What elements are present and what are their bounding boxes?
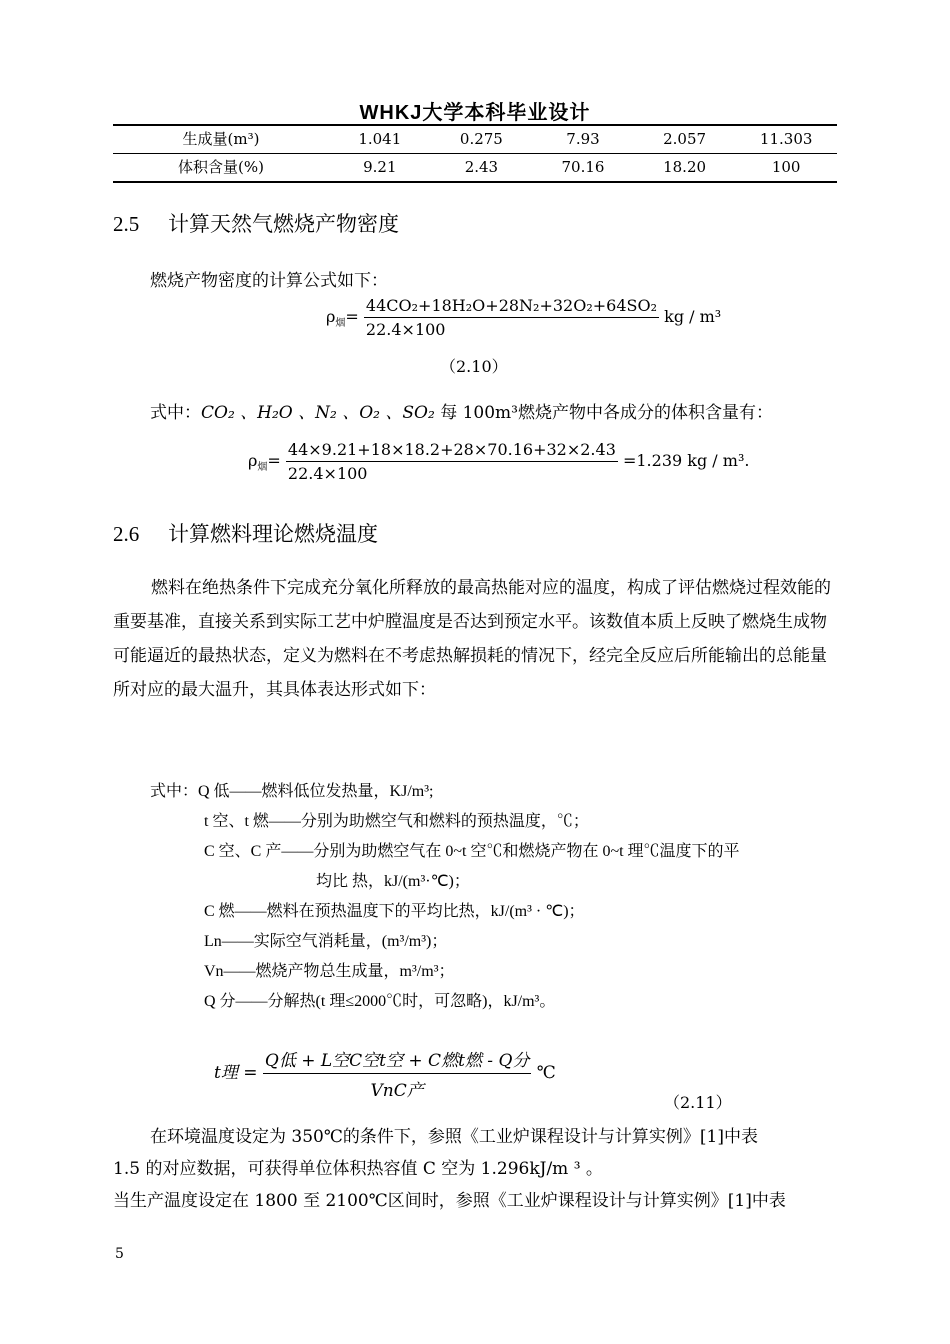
table-cell: 0.275 — [459, 130, 503, 148]
formula-lhs: ρ — [248, 451, 258, 470]
body-line: 在环境温度设定为 350℃的条件下，参照《工业炉课程设计与计算实例》[1]中表 — [150, 1127, 758, 1147]
table-cell: 2.057 — [663, 130, 707, 148]
table-row — [113, 126, 837, 152]
table-bottom-rule — [113, 181, 837, 183]
definition-line: Vn——燃烧产物总生成量，m³/m³； — [204, 963, 455, 980]
section-title: 计算天然气燃烧产物密度 — [168, 212, 399, 236]
formula-fraction — [263, 1046, 532, 1101]
formula-numerator: 44×9.21+18×18.2+28×70.16+32×2.43 — [286, 440, 618, 462]
where-line — [150, 398, 773, 423]
table-cell: 100 — [771, 158, 801, 176]
where-text: 每 100m³燃烧产物中各成分的体积含量有： — [440, 403, 773, 423]
formula-unit: kg / m³ — [664, 307, 722, 326]
table-cell: 2.43 — [464, 158, 499, 176]
body-line: 1.5 的对应数据，可获得单位体积热容值 C 空为 1.296kJ/m ³ 。 — [113, 1159, 603, 1179]
formula-fraction — [364, 296, 659, 339]
definition-line: C 空、C 产——分别为助燃空气在 0~t 空℃和燃烧产物在 0~t 理℃温度下的平 — [204, 843, 740, 860]
section-number: 2.5 — [113, 212, 140, 236]
table-row — [113, 154, 837, 180]
formula-lhs: t理 = — [214, 1063, 258, 1083]
definition-line: C 燃——燃料在预热温度下的平均比热，kJ/(m³ · ℃)； — [204, 903, 585, 920]
formula-numerator: 44CO₂+18H₂O+28N₂+32O₂+64SO₂ — [364, 296, 659, 318]
formula-denominator: VnC产 — [370, 1081, 424, 1101]
formula-denominator: 22.4×100 — [287, 464, 368, 483]
formula-lhs-sub: 烟 — [257, 462, 268, 474]
formula-lhs-sub: 烟 — [335, 318, 346, 330]
table-cell: 9.21 — [363, 158, 397, 176]
where-prefix: 式中： — [150, 403, 201, 423]
definition-line: Ln——实际空气消耗量，(m³/m³)； — [204, 933, 448, 950]
section-heading-2-5 — [113, 208, 399, 238]
formula-result: =1.239 kg / m³. — [622, 451, 750, 470]
definition-line: t 空、t 燃——分别为助燃空气和燃料的预热温度，℃； — [204, 813, 589, 830]
formula-numerator: Q低 + L空C空t空 + C燃t燃 - Q分 — [263, 1046, 532, 1074]
formula-fraction — [286, 440, 618, 483]
equation-label-2-11: （2.11） — [664, 1093, 732, 1112]
section-title: 计算燃料理论燃烧温度 — [168, 522, 378, 546]
equation-label-2-10: （2.10） — [440, 357, 508, 376]
density-result-formula: $\rho_烟=$ $\frac{44\times 9.21+18\times 18.2+28\times 70.16+32\times 2.43}{22.4\times 100}$ =1.239 kg / m³. — [248, 440, 750, 483]
table-row-label: 生成量(m³) — [182, 130, 260, 148]
formula-denominator: 22.4×100 — [365, 320, 446, 339]
definition-line: Q 分——分解热(t 理≤2000℃时，可忽略)，kJ/m³。 — [204, 993, 556, 1010]
table-cell: 7.93 — [566, 130, 600, 148]
formula-intro: 燃烧产物密度的计算公式如下： — [150, 271, 388, 291]
body-line: 当生产温度设定在 1800 至 2100℃区间时，参照《工业炉课程设计与计算实例》[1]中表 — [113, 1191, 786, 1211]
temperature-formula — [214, 1046, 556, 1101]
running-header: WHKJ大学本科毕业设计 — [359, 102, 591, 124]
formula-lhs: ρ — [326, 307, 336, 326]
definition-line: 式中：Q 低——燃料低位发热量，KJ/m³; — [150, 783, 434, 800]
table-cell: 70.16 — [561, 158, 605, 176]
table-row-label: 体积含量(%) — [178, 158, 264, 176]
page-number: 5 — [115, 1246, 124, 1262]
body-paragraph: 燃料在绝热条件下完成充分氧化所释放的最高热能对应的温度，构成了评估燃烧过程效能的重要基准，直接关系到实际工艺中炉膛温度是否达到预定水平。该数值本质上反映了燃烧生成物可能逼近的最热状态，定义为燃料在不考虑热解损耗的情况下，经完全反应后所能输出的总能量所对应的最大温升，其具体表达形式如下： — [113, 578, 831, 700]
species-list: CO₂ 、H₂O 、N₂ 、O₂ 、SO₂ — [201, 403, 435, 423]
definition-line: 均比 热，kJ/(m³·℃)； — [316, 873, 470, 890]
section-heading-2-6 — [113, 518, 378, 548]
table-cell: 1.041 — [358, 130, 402, 148]
density-formula: $\rho_烟=$ $\frac{\text{44CO₂+18H₂O+28N₂+32O₂+64SO₂}}{22.4\times 100}$ kg / m³ — [326, 296, 722, 339]
table-cell: 18.20 — [663, 158, 707, 176]
section-number: 2.6 — [113, 522, 140, 546]
formula-unit: ℃ — [536, 1063, 556, 1083]
table-cell: 11.303 — [759, 130, 813, 148]
